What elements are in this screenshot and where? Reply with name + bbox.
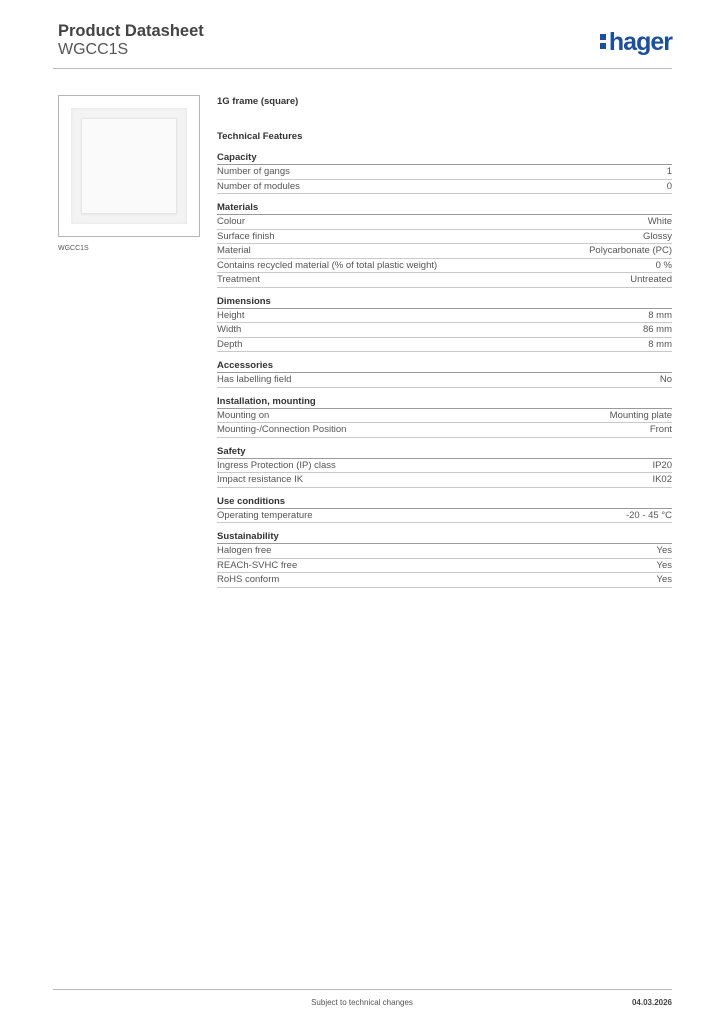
spec-section-use-conditions	[217, 495, 672, 524]
spec-value: IK02	[652, 474, 672, 485]
footer-note: Subject to technical changes	[311, 998, 413, 1007]
spec-value: White	[647, 216, 672, 227]
spec-row	[217, 230, 672, 245]
spec-value: Yes	[656, 559, 672, 571]
spec-label: Operating temperature	[217, 509, 313, 521]
spec-value: Mounting plate	[609, 409, 672, 421]
spec-row	[217, 509, 672, 524]
spec-label: Ingress Protection (IP) class	[217, 459, 336, 471]
spec-value: 1	[666, 166, 672, 177]
footer-date: 04.03.2026	[631, 998, 672, 1007]
spec-label: Contains recycled material (% of total plastic weight)	[217, 259, 438, 271]
spec-row	[217, 259, 672, 274]
spec-label: Treatment	[217, 274, 260, 285]
frame-plate-graphic	[81, 118, 177, 214]
product-code: WGCC1S	[58, 41, 129, 58]
spec-label: Has labelling field	[217, 374, 292, 385]
spec-value: 86 mm	[642, 324, 672, 335]
spec-label: Depth	[217, 338, 243, 350]
spec-value: 0	[666, 180, 672, 192]
spec-row	[217, 215, 672, 230]
spec-row	[217, 244, 672, 259]
spec-row	[217, 559, 672, 574]
spec-section-dimensions	[217, 295, 672, 353]
spec-label: Number of modules	[217, 180, 300, 192]
spec-value: Yes	[656, 545, 672, 556]
spec-value: Front	[649, 424, 672, 435]
image-caption: WGCC1S	[58, 245, 89, 252]
spec-label: Width	[217, 324, 242, 335]
footer-divider	[53, 989, 672, 990]
spec-value: 8 mm	[648, 338, 672, 350]
spec-label: Number of gangs	[217, 166, 290, 177]
spec-value: 8 mm	[648, 309, 672, 321]
header-divider	[53, 68, 672, 69]
spec-value: 0 %	[655, 259, 672, 271]
spec-section-materials	[217, 201, 672, 288]
document-title: Product Datasheet	[58, 22, 204, 40]
spec-row	[217, 423, 672, 438]
spec-value: Polycarbonate (PC)	[589, 245, 672, 256]
spec-label: Impact resistance IK	[217, 474, 304, 485]
spec-section-installation	[217, 395, 672, 438]
spec-label: Mounting-/Connection Position	[217, 424, 347, 435]
section-title: Use conditions	[217, 495, 672, 509]
spec-label: Colour	[217, 216, 245, 227]
spec-section-capacity	[217, 151, 672, 194]
hager-logo	[600, 28, 672, 57]
spec-label: Material	[217, 245, 251, 256]
spec-row	[217, 323, 672, 338]
page-header	[58, 22, 672, 70]
section-title: Materials	[217, 201, 672, 215]
section-title: Capacity	[217, 151, 672, 165]
product-name: 1G frame (square)	[217, 96, 299, 107]
spec-row	[217, 309, 672, 324]
spec-label: Height	[217, 309, 245, 321]
spec-row	[217, 544, 672, 559]
spec-content	[217, 95, 672, 588]
spec-label: Halogen free	[217, 545, 272, 556]
technical-features-heading: Technical Features	[217, 131, 303, 142]
logo-text: hager	[608, 28, 672, 56]
spec-value: Untreated	[630, 274, 672, 285]
spec-value: IP20	[652, 459, 672, 471]
logo-dots-icon	[600, 31, 606, 51]
spec-label: RoHS conform	[217, 574, 280, 585]
spec-value: No	[659, 374, 672, 385]
spec-row	[217, 459, 672, 474]
spec-section-safety	[217, 445, 672, 488]
spec-row	[217, 165, 672, 180]
spec-value: -20 - 45 °C	[625, 509, 672, 521]
section-title: Sustainability	[217, 530, 672, 544]
spec-value: Glossy	[642, 230, 672, 242]
spec-label: REACh-SVHC free	[217, 559, 298, 571]
section-title: Dimensions	[217, 295, 672, 309]
product-image	[58, 95, 200, 237]
spec-section-sustainability	[217, 530, 672, 588]
spec-row	[217, 273, 672, 288]
spec-row	[217, 180, 672, 195]
spec-section-accessories	[217, 359, 672, 388]
spec-row	[217, 373, 672, 388]
frame-graphic	[71, 108, 187, 224]
spec-row	[217, 573, 672, 588]
spec-row	[217, 473, 672, 488]
section-title: Installation, mounting	[217, 395, 672, 409]
section-title: Accessories	[217, 359, 672, 373]
spec-row	[217, 338, 672, 353]
section-title: Safety	[217, 445, 672, 459]
spec-label: Mounting on	[217, 409, 270, 421]
spec-value: Yes	[656, 574, 672, 585]
spec-label: Surface finish	[217, 230, 275, 242]
spec-row	[217, 409, 672, 424]
